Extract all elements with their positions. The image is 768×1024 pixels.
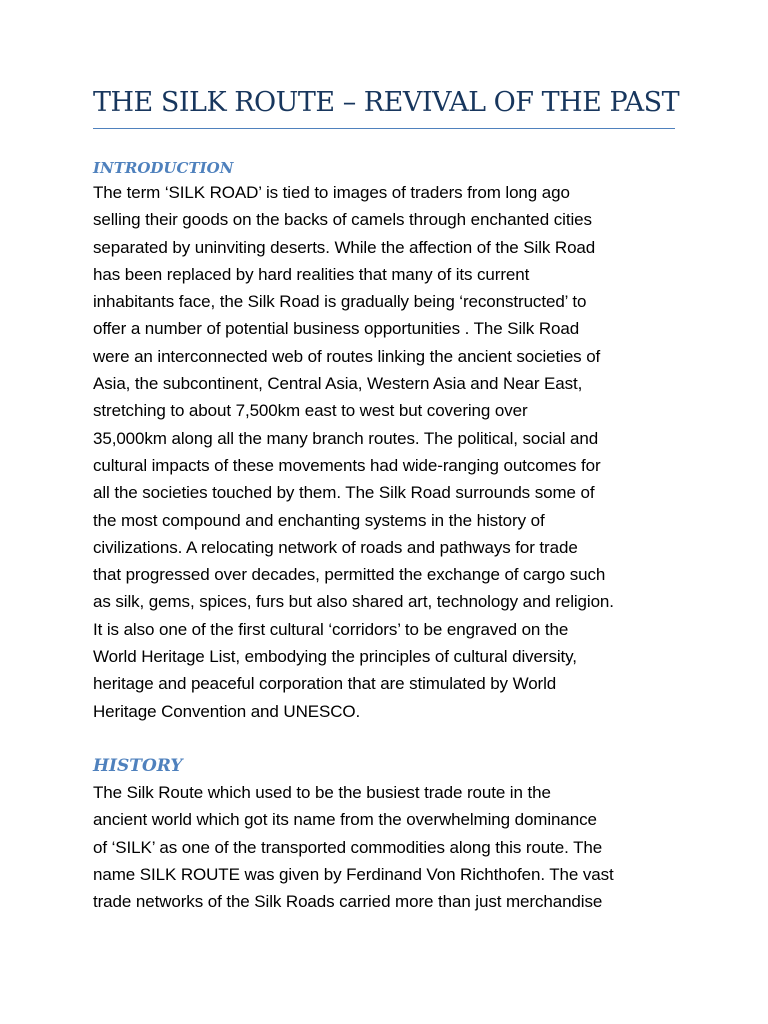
- text-line: It is also one of the first cultural ‘corridors’ to be engraved on the: [93, 619, 569, 639]
- document-page: [93, 84, 680, 915]
- text-line: 35,000km along all the many branch routes. The political, social and: [93, 428, 599, 448]
- text-line: The Silk Route which used to be the busiest trade route in the: [93, 782, 551, 802]
- text-line: stretching to about 7,500km east to west but covering over: [93, 401, 528, 421]
- text-line: has been replaced by hard realities that many of its current: [93, 264, 530, 284]
- text-line: World Heritage List, embodying the principles of cultural diversity,: [93, 647, 577, 667]
- text-line: the most compound and enchanting systems in the history of: [93, 510, 545, 530]
- text-line: separated by uninviting deserts. While the affection of the Silk Road: [93, 237, 596, 257]
- text-line: trade networks of the Silk Roads carried more than just merchandise: [93, 892, 603, 912]
- section-heading-history: HISTORY: [93, 755, 183, 776]
- text-line: that progressed over decades, permitted the exchange of cargo such: [93, 565, 606, 585]
- text-line: Heritage Convention and UNESCO.: [93, 701, 361, 721]
- document-title: THE SILK ROUTE – REVIVAL OF THE PAST: [93, 84, 675, 129]
- text-line: selling their goods on the backs of camels through enchanted cities: [93, 210, 592, 230]
- text-line: name SILK ROUTE was given by Ferdinand Von Richthofen. The vast: [93, 864, 614, 884]
- text-line: as silk, gems, spices, furs but also shared art, technology and religion.: [93, 592, 614, 612]
- section-body-history: [93, 779, 675, 915]
- text-line: all the societies touched by them. The Silk Road surrounds some of: [93, 483, 595, 503]
- text-line: civilizations. A relocating network of roads and pathways for trade: [93, 537, 578, 557]
- text-line: ancient world which got its name from the overwhelming dominance: [93, 810, 597, 830]
- section-body-introduction: [93, 179, 675, 725]
- text-line: cultural impacts of these movements had wide-ranging outcomes for: [93, 455, 601, 475]
- text-line: Asia, the subcontinent, Central Asia, Western Asia and Near East,: [93, 374, 583, 394]
- section-heading-introduction: INTRODUCTION: [93, 159, 234, 177]
- text-line: heritage and peaceful corporation that are stimulated by World: [93, 674, 557, 694]
- text-line: offer a number of potential business opportunities . The Silk Road: [93, 319, 580, 339]
- text-line: The term ‘SILK ROAD’ is tied to images of traders from long ago: [93, 183, 570, 202]
- text-line: inhabitants face, the Silk Road is gradually being ‘reconstructed’ to: [93, 292, 587, 312]
- text-line: of ‘SILK’ as one of the transported commodities along this route. The: [93, 837, 603, 857]
- text-line: were an interconnected web of routes linking the ancient societies of: [93, 346, 601, 366]
